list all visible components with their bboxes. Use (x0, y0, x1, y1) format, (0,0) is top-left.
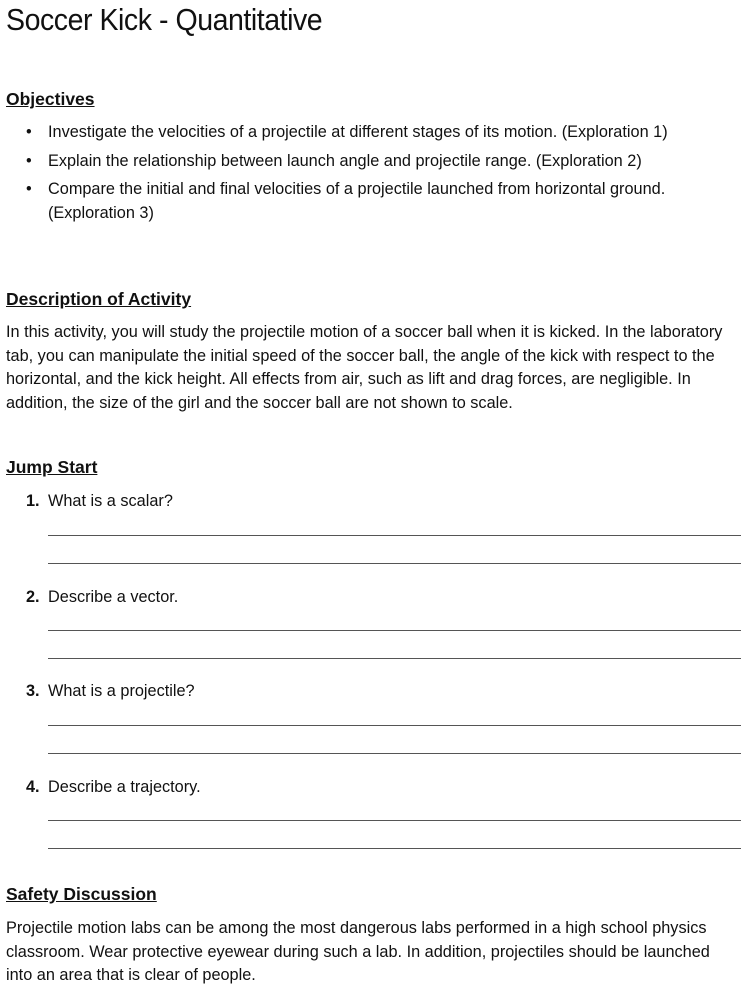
description-heading: Description of Activity (6, 289, 192, 309)
answer-line[interactable] (48, 820, 741, 821)
question-1: 1. What is a scalar? (26, 492, 173, 510)
answer-line[interactable] (48, 563, 741, 564)
jump-start-heading: Jump Start (6, 457, 98, 477)
answer-line[interactable] (48, 725, 741, 726)
objectives-list (0, 121, 688, 230)
answer-line[interactable] (48, 848, 741, 849)
page-title: Soccer Kick - Quantitative (6, 2, 323, 37)
answer-line[interactable] (48, 753, 741, 754)
answer-line[interactable] (48, 630, 741, 631)
answer-line[interactable] (48, 658, 741, 659)
question-2: 2. Describe a vector. (26, 588, 179, 606)
objective-item: • Compare the initial and final velocities of a projectile launched from horizontal ground. (Exploration 3) (0, 178, 688, 225)
safety-text: Projectile motion labs can be among the most dangerous labs performed in a high school physics classroom. Wear protective eyewear during such a lab. In addition, projectiles should be launched into an area that is clear of people. (6, 919, 710, 985)
question-4: 4. Describe a trajectory. (26, 778, 201, 796)
question-3: 3. What is a projectile? (26, 682, 195, 700)
description-text: In this activity, you will study the projectile motion of a soccer ball when it is kicked. In the laboratory tab, you can manipulate the initial speed of the soccer ball, the angle of the kick with respect to the horizontal, and the kick height. All effects from air, such as lift and drag forces, are negligible. In addition, the size of the girl and the soccer ball are not shown to scale. (6, 323, 723, 412)
objective-item: • Investigate the velocities of a projectile at different stages of its motion. (Exploration 1) (0, 121, 688, 145)
answer-line[interactable] (48, 535, 741, 536)
objectives-heading: Objectives (6, 89, 95, 109)
safety-heading: Safety Discussion (6, 884, 157, 904)
objective-item: • Explain the relationship between launch angle and projectile range. (Exploration 2) (0, 150, 688, 174)
